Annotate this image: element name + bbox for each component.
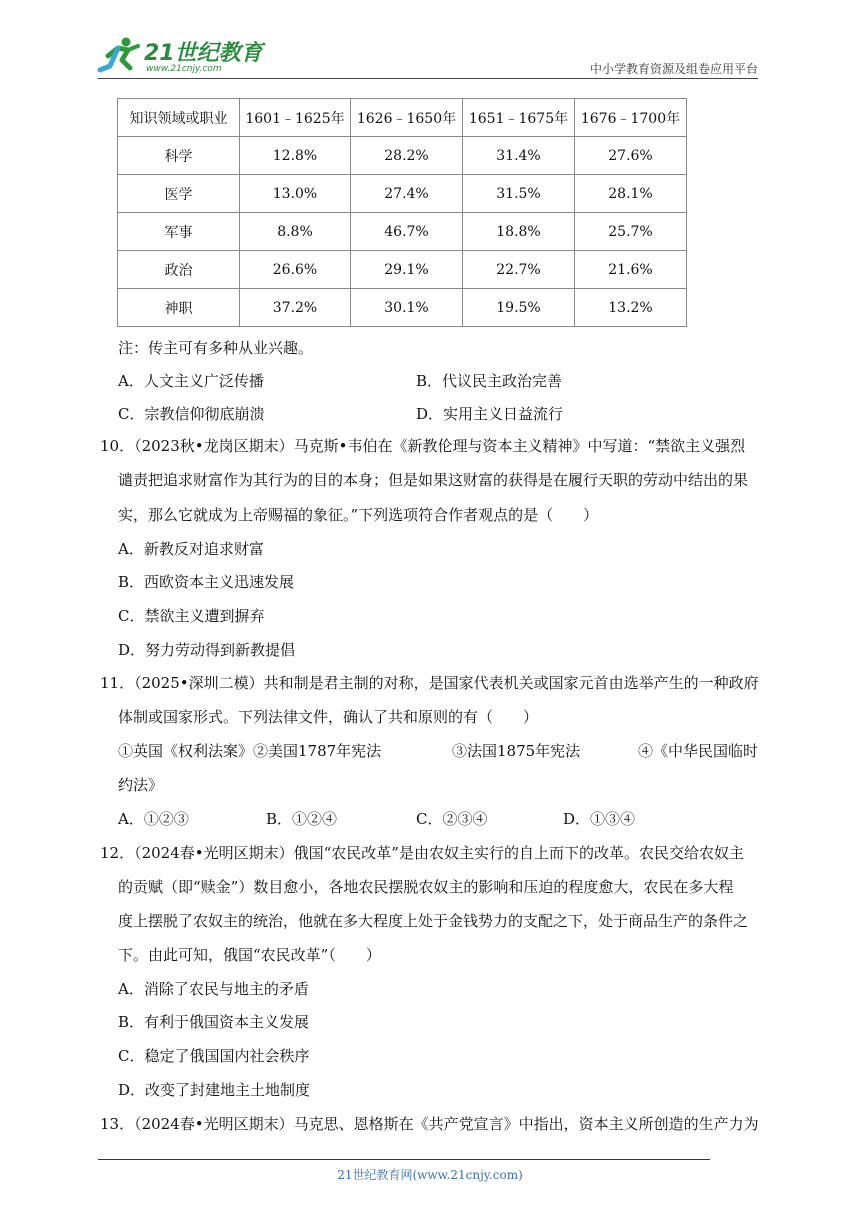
table-row	[118, 213, 687, 251]
table-cell: 22.7%	[463, 251, 575, 289]
q11-item-1-2: ①英国《权利法案》②美国1787年宪法	[118, 742, 382, 760]
q11-stem-line: 体制或国家形式。下列法律文件，确认了共和原则的有（ ）	[118, 708, 539, 726]
table-cell: 19.5%	[463, 289, 575, 327]
table-cell: 26.6%	[240, 251, 351, 289]
table-note: 注：传主可有多种从业兴趣。	[118, 339, 314, 357]
table-cell: 27.4%	[351, 175, 463, 213]
q12-stem-line: 度上摆脱了农奴主的统治，他就在多大程度上处于金钱势力的支配之下，处于商品生产的条件之	[118, 912, 749, 930]
table-header-cell: 1651﹣1675年	[463, 99, 575, 137]
q11-option-b[interactable]: B．①②④	[266, 810, 338, 828]
q12-option-c[interactable]: C．稳定了俄国国内社会秩序	[118, 1047, 310, 1065]
q9-option-a[interactable]: A．人文主义广泛传播	[118, 372, 264, 390]
table-row	[118, 175, 687, 213]
q11-option-d[interactable]: D．①③④	[563, 810, 636, 828]
table-cell: 31.4%	[463, 137, 575, 175]
footer-link[interactable]: 21世纪教育网(www.21cnjy.com)	[337, 1168, 523, 1182]
q10-stem-line: 实，那么它就成为上帝赐福的象征。”下列选项符合作者观点的是（ ）	[118, 506, 599, 524]
table-cell: 政治	[118, 251, 240, 289]
table-cell: 46.7%	[351, 213, 463, 251]
table-row	[118, 289, 687, 327]
table-cell: 27.6%	[575, 137, 687, 175]
table-cell: 18.8%	[463, 213, 575, 251]
q11-item-3: ③法国1875年宪法	[452, 742, 581, 760]
q12-option-b[interactable]: B．有利于俄国资本主义发展	[118, 1013, 310, 1031]
table-cell: 科学	[118, 137, 240, 175]
occupation-table	[117, 98, 687, 327]
table-cell: 31.5%	[463, 175, 575, 213]
table-cell: 28.2%	[351, 137, 463, 175]
table-cell: 军事	[118, 213, 240, 251]
logo-url: www.21cnjy.com	[146, 64, 222, 74]
table-cell: 37.2%	[240, 289, 351, 327]
table-header-cell: 1601﹣1625年	[240, 99, 351, 137]
table-row	[118, 137, 687, 175]
table-cell: 29.1%	[351, 251, 463, 289]
table-cell: 30.1%	[351, 289, 463, 327]
q12-option-a[interactable]: A．消除了农民与地主的矛盾	[118, 980, 309, 998]
q9-option-c[interactable]: C．宗教信仰彻底崩溃	[118, 405, 265, 423]
q12-stem-line: 下。由此可知，俄国“农民改革”（ ）	[118, 946, 381, 964]
q10-stem-line: 谴责把追求财富作为其行为的目的本身；但是如果这财富的获得是在履行天职的劳动中结出的果	[118, 471, 749, 489]
q12-stem-line: 的贡赋（即“赎金”）数目愈小，各地农民摆脱农奴主的影响和压迫的程度愈大，农民在多大程	[118, 878, 734, 896]
table-cell: 神职	[118, 289, 240, 327]
table-cell: 28.1%	[575, 175, 687, 213]
table-cell: 医学	[118, 175, 240, 213]
q9-option-d[interactable]: D．实用主义日益流行	[416, 405, 564, 423]
q10-option-d[interactable]: D．努力劳动得到新教提倡	[118, 641, 296, 659]
table-header-cell: 1626﹣1650年	[351, 99, 463, 137]
q9-option-b[interactable]: B．代议民主政治完善	[416, 372, 563, 390]
table-cell: 25.7%	[575, 213, 687, 251]
q10-option-b[interactable]: B．西欧资本主义迅速发展	[118, 573, 295, 591]
header-platform-text: 中小学教育资源及组卷应用平台	[589, 62, 758, 76]
header-divider	[98, 78, 758, 79]
footer-divider	[98, 1159, 710, 1160]
site-logo	[94, 34, 264, 78]
q11-item-4-cont: 约法》	[118, 776, 164, 794]
logo-text: 21世纪教育	[144, 41, 263, 66]
q11-option-a[interactable]: A．①②③	[118, 810, 189, 828]
q11-stem-line: 11．（2025•深圳二模）共和制是君主制的对称，是国家代表机关或国家元首由选举产生的一种政府	[100, 674, 759, 692]
table-cell: 13.0%	[240, 175, 351, 213]
table-row	[118, 251, 687, 289]
table-cell: 21.6%	[575, 251, 687, 289]
q11-item-4: ④《中华民国临时	[638, 742, 759, 760]
q13-stem-line: 13．（2024春•光明区期末）马克思、恩格斯在《共产党宣言》中指出，资本主义所创造的生产力为	[100, 1115, 759, 1133]
table-cell: 8.8%	[240, 213, 351, 251]
q11-option-c[interactable]: C．②③④	[416, 810, 488, 828]
q10-stem-line: 10．（2023秋•龙岗区期末）马克斯•韦伯在《新教伦理与资本主义精神》中写道：“禁欲主义强烈	[100, 437, 746, 455]
table-cell: 12.8%	[240, 137, 351, 175]
q10-option-c[interactable]: C．禁欲主义遭到摒弃	[118, 607, 265, 625]
q12-stem-line: 12．（2024春•光明区期末）俄国“农民改革”是由农奴主实行的自上而下的改革。农民交给农奴主	[100, 844, 744, 862]
table-header-cell: 1676﹣1700年	[575, 99, 687, 137]
table-header-cell: 知识领域或职业	[118, 99, 240, 137]
table-cell: 13.2%	[575, 289, 687, 327]
table-header-row	[118, 99, 687, 137]
q12-option-d[interactable]: D．改变了封建地主土地制度	[118, 1081, 311, 1099]
q10-option-a[interactable]: A．新教反对追求财富	[118, 540, 264, 558]
